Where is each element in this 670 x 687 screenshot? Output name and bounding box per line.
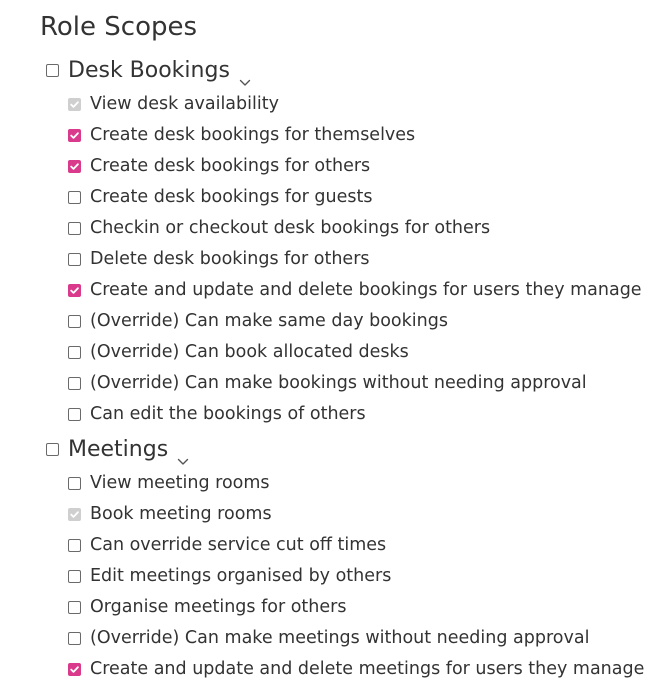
scope-item[interactable] (68, 657, 644, 681)
scope-label: Create desk bookings for themselves (90, 125, 416, 145)
scope-label: (Override) Can book allocated desks (90, 342, 409, 362)
scope-checkbox[interactable] (68, 663, 81, 676)
scope-label: Organise meetings for others (90, 597, 347, 617)
scope-label: View desk availability (90, 94, 279, 114)
scope-item[interactable] (68, 595, 346, 619)
scope-label: (Override) Can make meetings without needing approval (90, 628, 590, 648)
scope-checkbox[interactable] (68, 477, 81, 490)
scope-label: (Override) Can make same day bookings (90, 311, 448, 331)
scope-item[interactable] (68, 564, 391, 588)
scope-checkbox[interactable] (68, 601, 81, 614)
group-checkbox-meetings[interactable] (46, 443, 59, 456)
scope-label: (Override) Can make bookings without needing approval (90, 373, 587, 393)
scope-checkbox[interactable] (68, 284, 81, 297)
scope-label: Create and update and delete bookings for users they manage (90, 280, 642, 300)
group-label: Meetings (68, 436, 169, 462)
chevron-down-icon[interactable] (239, 68, 251, 76)
scope-label: Can edit the bookings of others (90, 404, 366, 424)
scope-checkbox (68, 98, 81, 111)
scope-item[interactable] (68, 92, 279, 116)
scope-checkbox[interactable] (68, 253, 81, 266)
scope-item[interactable] (68, 502, 272, 526)
scope-checkbox[interactable] (68, 408, 81, 421)
page-title: Role Scopes (40, 12, 198, 42)
scope-checkbox[interactable] (68, 129, 81, 142)
group-header-desk-bookings (46, 55, 251, 85)
scope-label: Create and update and delete meetings for users they manage (90, 659, 645, 679)
scope-item[interactable] (68, 216, 490, 240)
scope-checkbox (68, 508, 81, 521)
scope-checkbox[interactable] (68, 539, 81, 552)
scope-label: Can override service cut off times (90, 535, 387, 555)
scope-item[interactable] (68, 626, 589, 650)
scope-checkbox[interactable] (68, 632, 81, 645)
scope-item[interactable] (68, 533, 386, 557)
scope-label: Checkin or checkout desk bookings for others (90, 218, 491, 238)
chevron-down-icon[interactable] (177, 447, 189, 455)
scope-checkbox[interactable] (68, 222, 81, 235)
scope-label: Book meeting rooms (90, 504, 272, 524)
scope-label: Create desk bookings for others (90, 156, 371, 176)
scope-item[interactable] (68, 471, 270, 495)
scope-checkbox[interactable] (68, 191, 81, 204)
scope-label: Delete desk bookings for others (90, 249, 370, 269)
scope-item[interactable] (68, 123, 415, 147)
scope-checkbox[interactable] (68, 377, 81, 390)
scope-item[interactable] (68, 402, 366, 426)
scope-checkbox[interactable] (68, 160, 81, 173)
scope-label: Edit meetings organised by others (90, 566, 392, 586)
scope-item[interactable] (68, 154, 370, 178)
scope-checkbox[interactable] (68, 315, 81, 328)
scope-item[interactable] (68, 340, 409, 364)
scope-item[interactable] (68, 278, 642, 302)
scope-checkbox[interactable] (68, 346, 81, 359)
scope-item[interactable] (68, 185, 373, 209)
scope-checkbox[interactable] (68, 570, 81, 583)
scope-label: View meeting rooms (90, 473, 270, 493)
scope-item[interactable] (68, 309, 448, 333)
group-header-meetings (46, 434, 189, 464)
scope-item[interactable] (68, 371, 587, 395)
group-label: Desk Bookings (68, 57, 230, 83)
scope-item[interactable] (68, 247, 370, 271)
group-checkbox-desk-bookings[interactable] (46, 64, 59, 77)
scope-label: Create desk bookings for guests (90, 187, 373, 207)
